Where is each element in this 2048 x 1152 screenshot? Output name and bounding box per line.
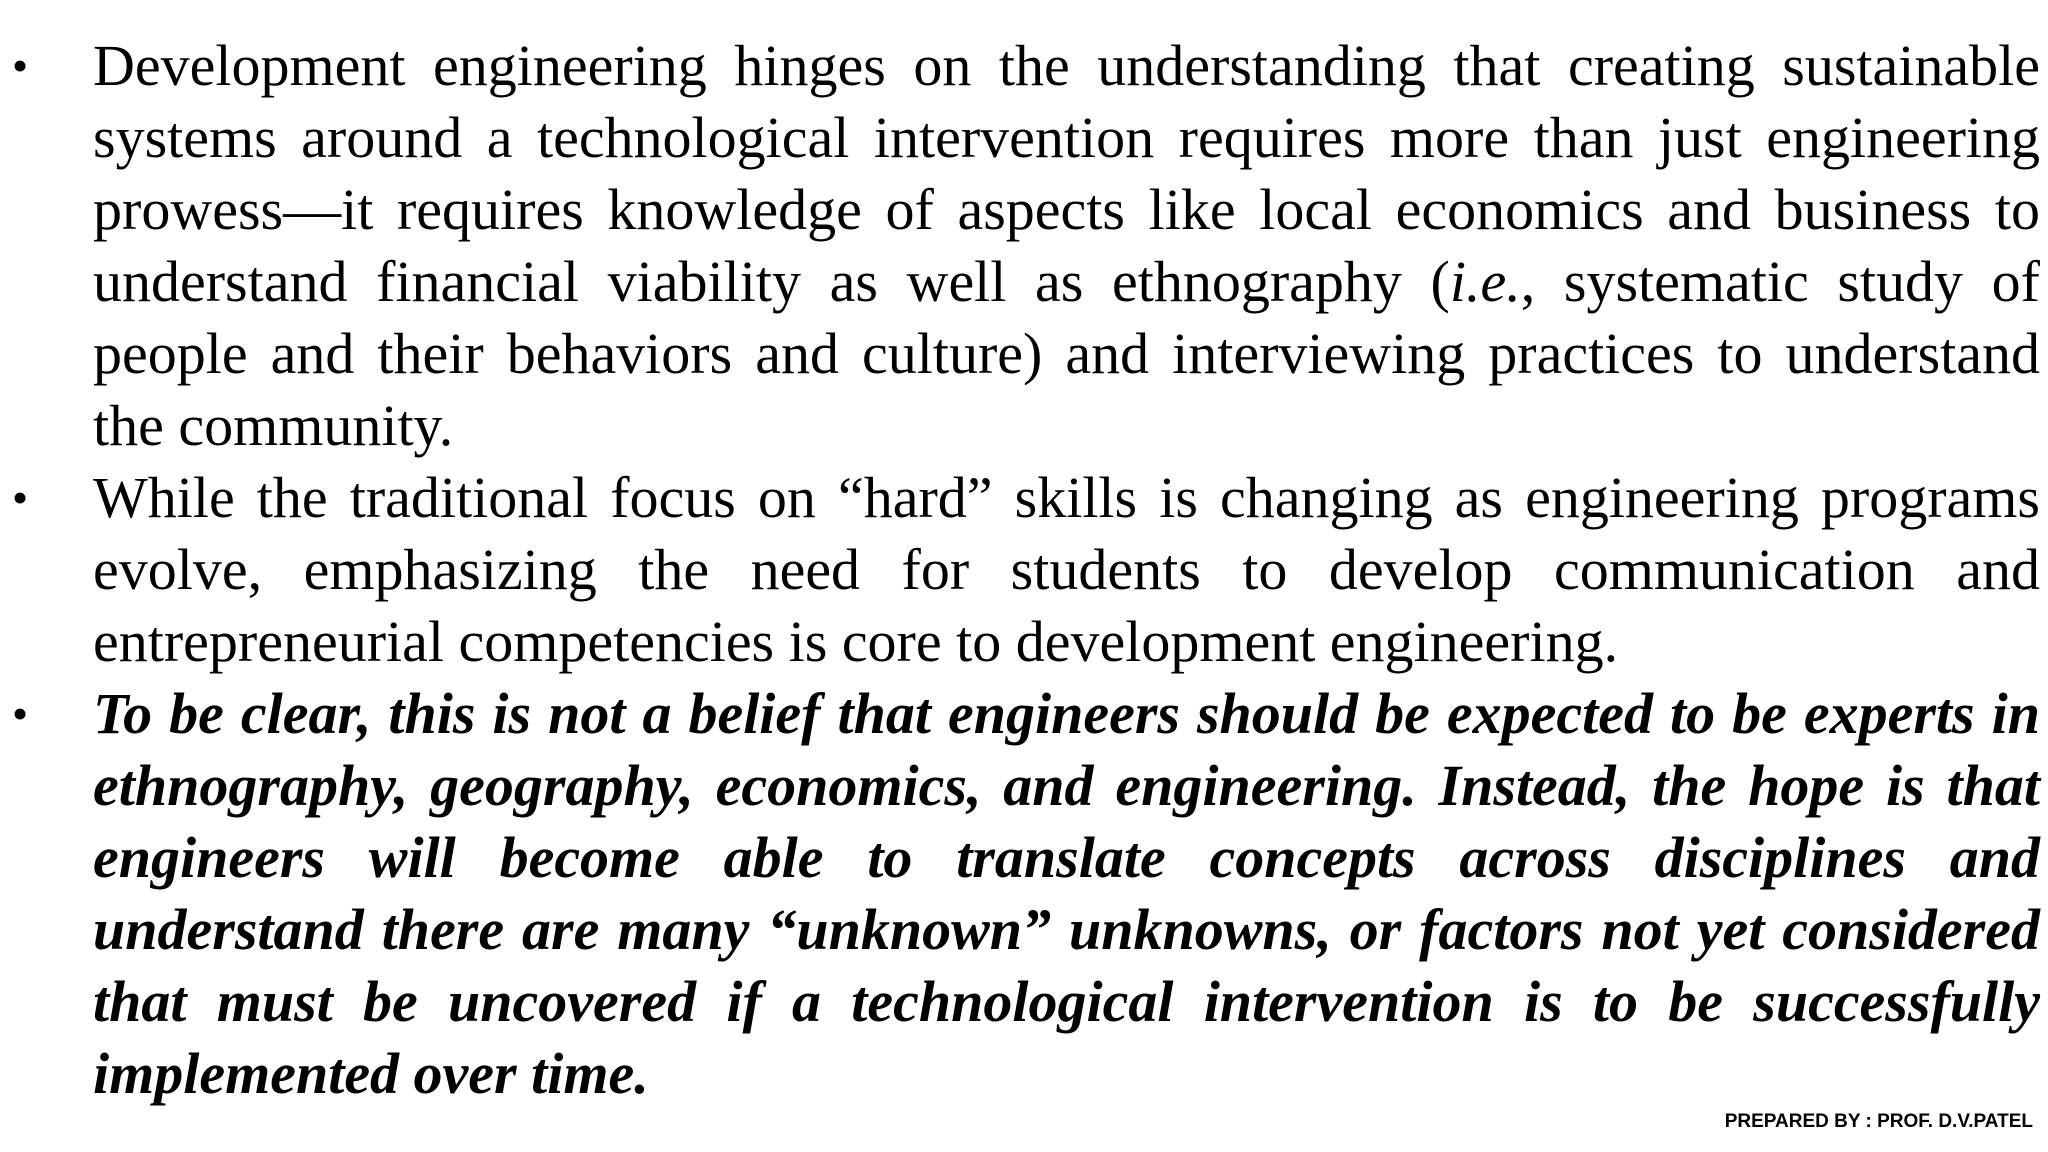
footer-credit: PREPARED BY : PROF. D.V.PATEL [1724, 1111, 2033, 1132]
bullet-marker: • [12, 688, 29, 739]
bullet-marker: • [12, 40, 29, 91]
bullet-text-italic-segment: i.e. [1449, 249, 1521, 314]
bullet-text-segment: Development engineering hinges on the understanding that creating sustainable systems around a technological intervention requires more than just engineering prowess—it requires knowledge of aspects like local economics and business to understand financial viability as well as ethnography ( [93, 33, 2040, 314]
bullet-item-to-be-clear [0, 678, 2040, 1110]
bullet-item-hard-skills [0, 462, 2040, 678]
bullet-text: While the traditional focus on “hard” skills is changing as engineering programs evolve, emphasizing the need for students to develop communication and entrepreneurial competencies is core to development engineering. [93, 465, 2040, 674]
bullet-item-development-engineering [0, 30, 2040, 462]
bullet-marker: • [12, 472, 29, 523]
bullet-text-segment: , systematic study of people and their behaviors and culture) and interviewing practices to understand the community. [93, 249, 2040, 458]
bullet-text [93, 30, 2040, 462]
bullet-list [0, 30, 2040, 1110]
bullet-text-emphasis: To be clear, this is not a belief that engineers should be expected to be experts in ethnography, geography, economics, and engineering. Instead, the hope is that engineers will become able to translate concepts across disciplines and understand there are many “unknown” unknowns, or factors not yet considered that must be uncovered if a technological intervention is to be successfully implemented over time. [93, 681, 2040, 1106]
